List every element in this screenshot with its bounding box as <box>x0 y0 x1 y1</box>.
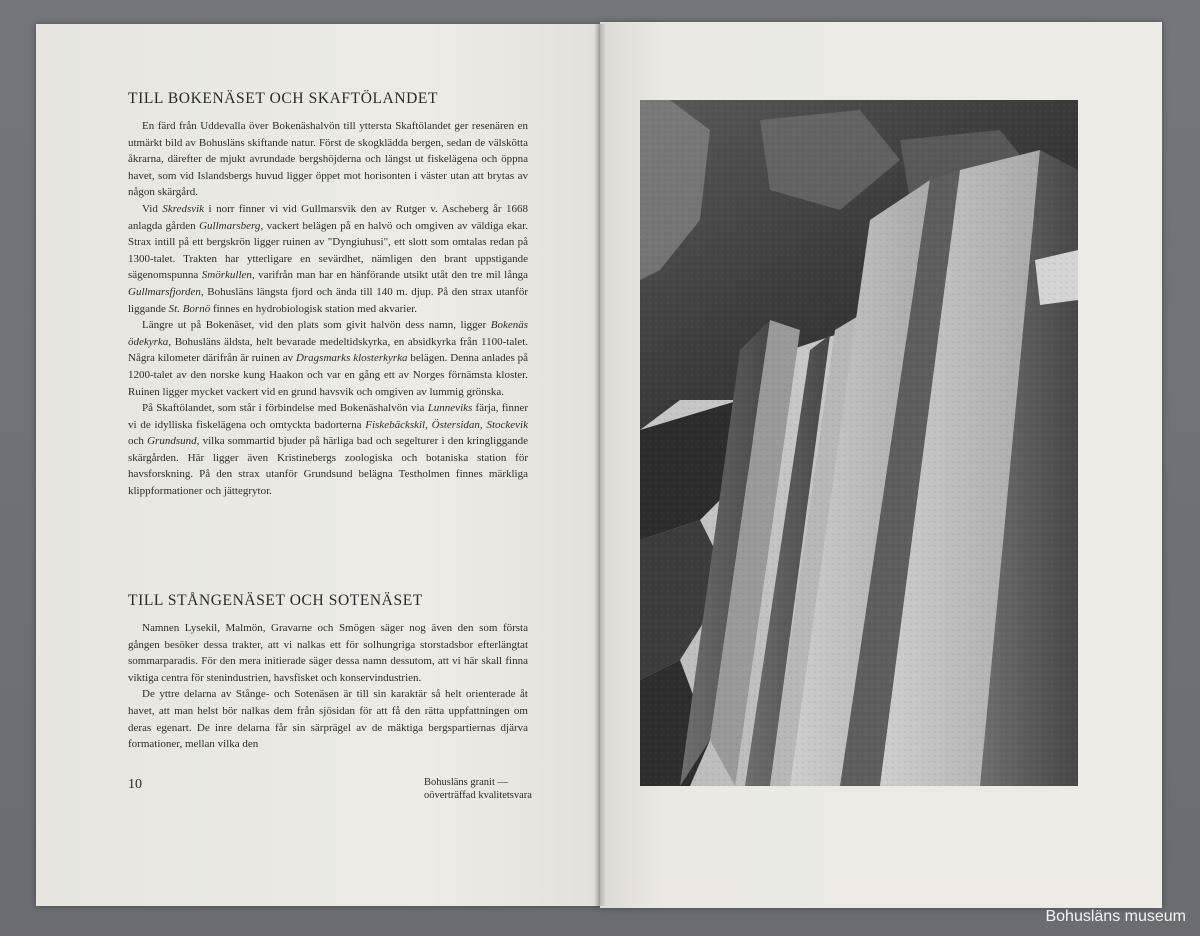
italic-place-name: Fiskebäckskil, Östersidan, Stockevik <box>365 418 528 431</box>
museum-watermark: Bohusläns museum <box>1045 908 1186 925</box>
paragraph <box>128 201 528 317</box>
italic-place-name: Gullmarsberg <box>199 219 261 232</box>
section-heading-stangenaset: TILL STÅNGENÄSET OCH SOTENÄSET <box>128 592 423 609</box>
italic-place-name: Smörkullen <box>201 269 252 282</box>
italic-place-name: Gullmarsfjorden <box>128 285 201 298</box>
caption-line-1: Bohusläns granit — <box>424 777 508 788</box>
paragraph <box>128 118 528 201</box>
text-run: , varifrån man har en hänförande utsikt utåt den tre mil långa <box>251 269 528 282</box>
text-run: , vilka sommartid bjuder på härliga bad och segelturer i den kringliggande skärgården. Här ligger även Kristinebergs zoologiska och botaniska station för havsforskning. På den strax utanför Grundsund belägna Testholmen finnes märkliga klippformationer och jättegrytor. <box>128 435 528 498</box>
text-run: En färd från Uddevalla över Bokenäshalvön till yttersta Skaftölandet ger resenären en utmärkt bild av Bohusläns skiftande natur. Först de skogklädda bergen, sedan de välskötta åkrarna, därefter de mjukt avrundade bergshöjderna och längst ut fiskelägena och öppna havet, som vid Islandsbergs huvud ligger öppet mot horisonten i väster utan att brytas av någon skärgård. <box>128 120 528 199</box>
text-run: färja, finner vi de idylliska fiskelägena och omtyckta badorterna <box>128 402 528 431</box>
italic-place-name: Grundsund <box>147 435 197 448</box>
paragraph <box>128 686 528 752</box>
text-run: finnes en hydrobiologisk station med akvarier. <box>210 302 418 315</box>
italic-place-name: St. Bornö <box>168 302 211 315</box>
italic-place-name: Skredsvik <box>162 202 205 215</box>
text-run: , Bohusläns längsta fjord och ända till 140 m. djup. På den strax utanför liggande <box>128 285 528 315</box>
section-body-stangenaset <box>128 620 528 753</box>
paragraph <box>128 400 528 500</box>
text-run: , Bohusläns äldsta, helt bevarade medeltidskyrka, en absidkyrka från 1100-talet. Några kilometer därifrån är ruinen av <box>128 335 528 365</box>
granite-photograph <box>640 100 1078 786</box>
italic-place-name: Bokenäs ödekyrka <box>128 319 528 348</box>
text-run: , vackert belägen på en halvö och omgiven av väldiga ekar. Strax intill på ett bergskrön ligger ruinen av "Dyngiuhusi", ett slott som omtalas redan på 1300-talet. Trakten har ytterligare en sevärdhet, nämligen den brant uppstigande sägenomspunna <box>128 219 528 282</box>
section-heading-bokenaset: TILL BOKENÄSET OCH SKAFTÖLANDET <box>128 90 439 107</box>
text-run: och <box>128 435 148 448</box>
text-run: i norr finner vi vid Gullmarsvik den av Rutger v. Ascheberg år 1668 anlagda gården <box>128 202 528 232</box>
text-run: Längre ut på Bokenäset, vid den plats som givit halvön dess namn, ligger <box>142 319 491 332</box>
paragraph <box>128 317 528 400</box>
photo-caption <box>424 776 564 802</box>
page-gutter <box>594 24 606 906</box>
text-run: belägen. Denna anlades på 1200-talet av den norske kung Haakon och var en gång ett av Norges förnämsta kloster. Ruinen ligger mycket vackert vid en grund havsvik och omgiven av lummig grönska. <box>128 352 528 398</box>
text-run: Vid <box>142 202 163 215</box>
text-run: På Skaftölandet, som står i förbindelse med Bokenäshalvön via <box>142 402 428 415</box>
section-body-bokenaset <box>128 118 528 500</box>
text-run: De yttre delarna av Stånge- och Sotenäsen är till sin karaktär så helt orienterade åt havet, att man helst bör nalkas dem från sjösidan för att få den rätta uppfattningen om deras egenart. De inre delarna får sin särprägel av de mäktiga bergspartiernas djärva formationer, mellan vilka den <box>128 688 528 751</box>
italic-place-name: Lunneviks <box>427 402 473 415</box>
italic-place-name: Dragsmarks klosterkyrka <box>295 352 408 365</box>
page-number: 10 <box>128 777 142 792</box>
paragraph <box>128 620 528 686</box>
text-run: Namnen Lysekil, Malmön, Gravarne och Smögen säger nog även den som första gången besöker dessa trakter, att vi nalkas ett för solhungriga storstadsbor efterlängtat sommarparadis. För den mera initierade säger dessa namn dessutom, att vi här skall finna viktiga centra för stenindustrien, havsfisket och konservindustrien. <box>128 622 528 684</box>
caption-line-2: oöverträffad kvalitetsvara <box>424 790 532 801</box>
